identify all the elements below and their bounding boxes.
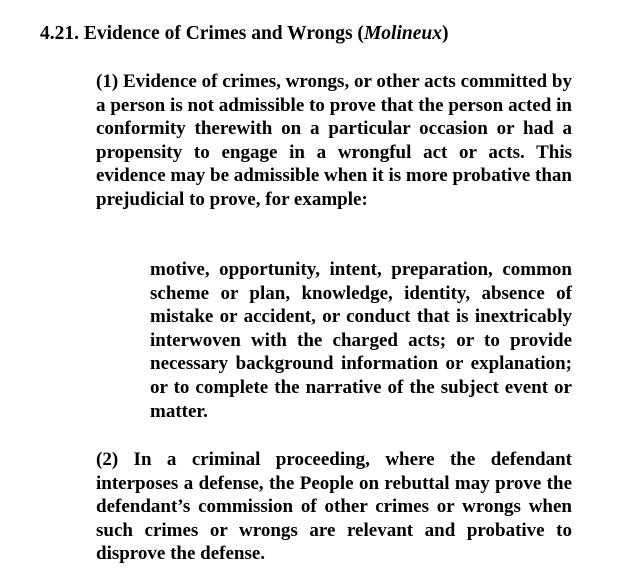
paragraph-2: (2) In a criminal proceeding, where the defendant interposes a defense, the People on rebuttal may prove the defendant’s commission of other crimes or wrongs when such crimes or wrongs are relevant and probative to disprove the defense. [96, 449, 572, 565]
section-title-case-name: Molineux [363, 23, 442, 44]
paragraph-1: (1) Evidence of crimes, wrongs, or other acts committed by a person is not admissible to prove that the person acted in conformity therewith on a particular occasion or had a propensity to engage in a wrongful act or acts. This evidence may be admissible when it is more probative than prejudicial to prove, for example: [96, 71, 572, 210]
section-title-suffix: ) [441, 23, 449, 44]
section-title-prefix: 4.21. Evidence of Crimes and Wrongs ( [40, 23, 364, 44]
section-heading [40, 22, 448, 46]
examples-block-quote: motive, opportunity, intent, preparation, common scheme or plan, knowledge, identity, absence of mistake or accident, or conduct that is inextricably interwoven with the charged acts; or to provide necessary background information or explanation; or to complete the narrative of the subject event or matter. [150, 259, 572, 422]
